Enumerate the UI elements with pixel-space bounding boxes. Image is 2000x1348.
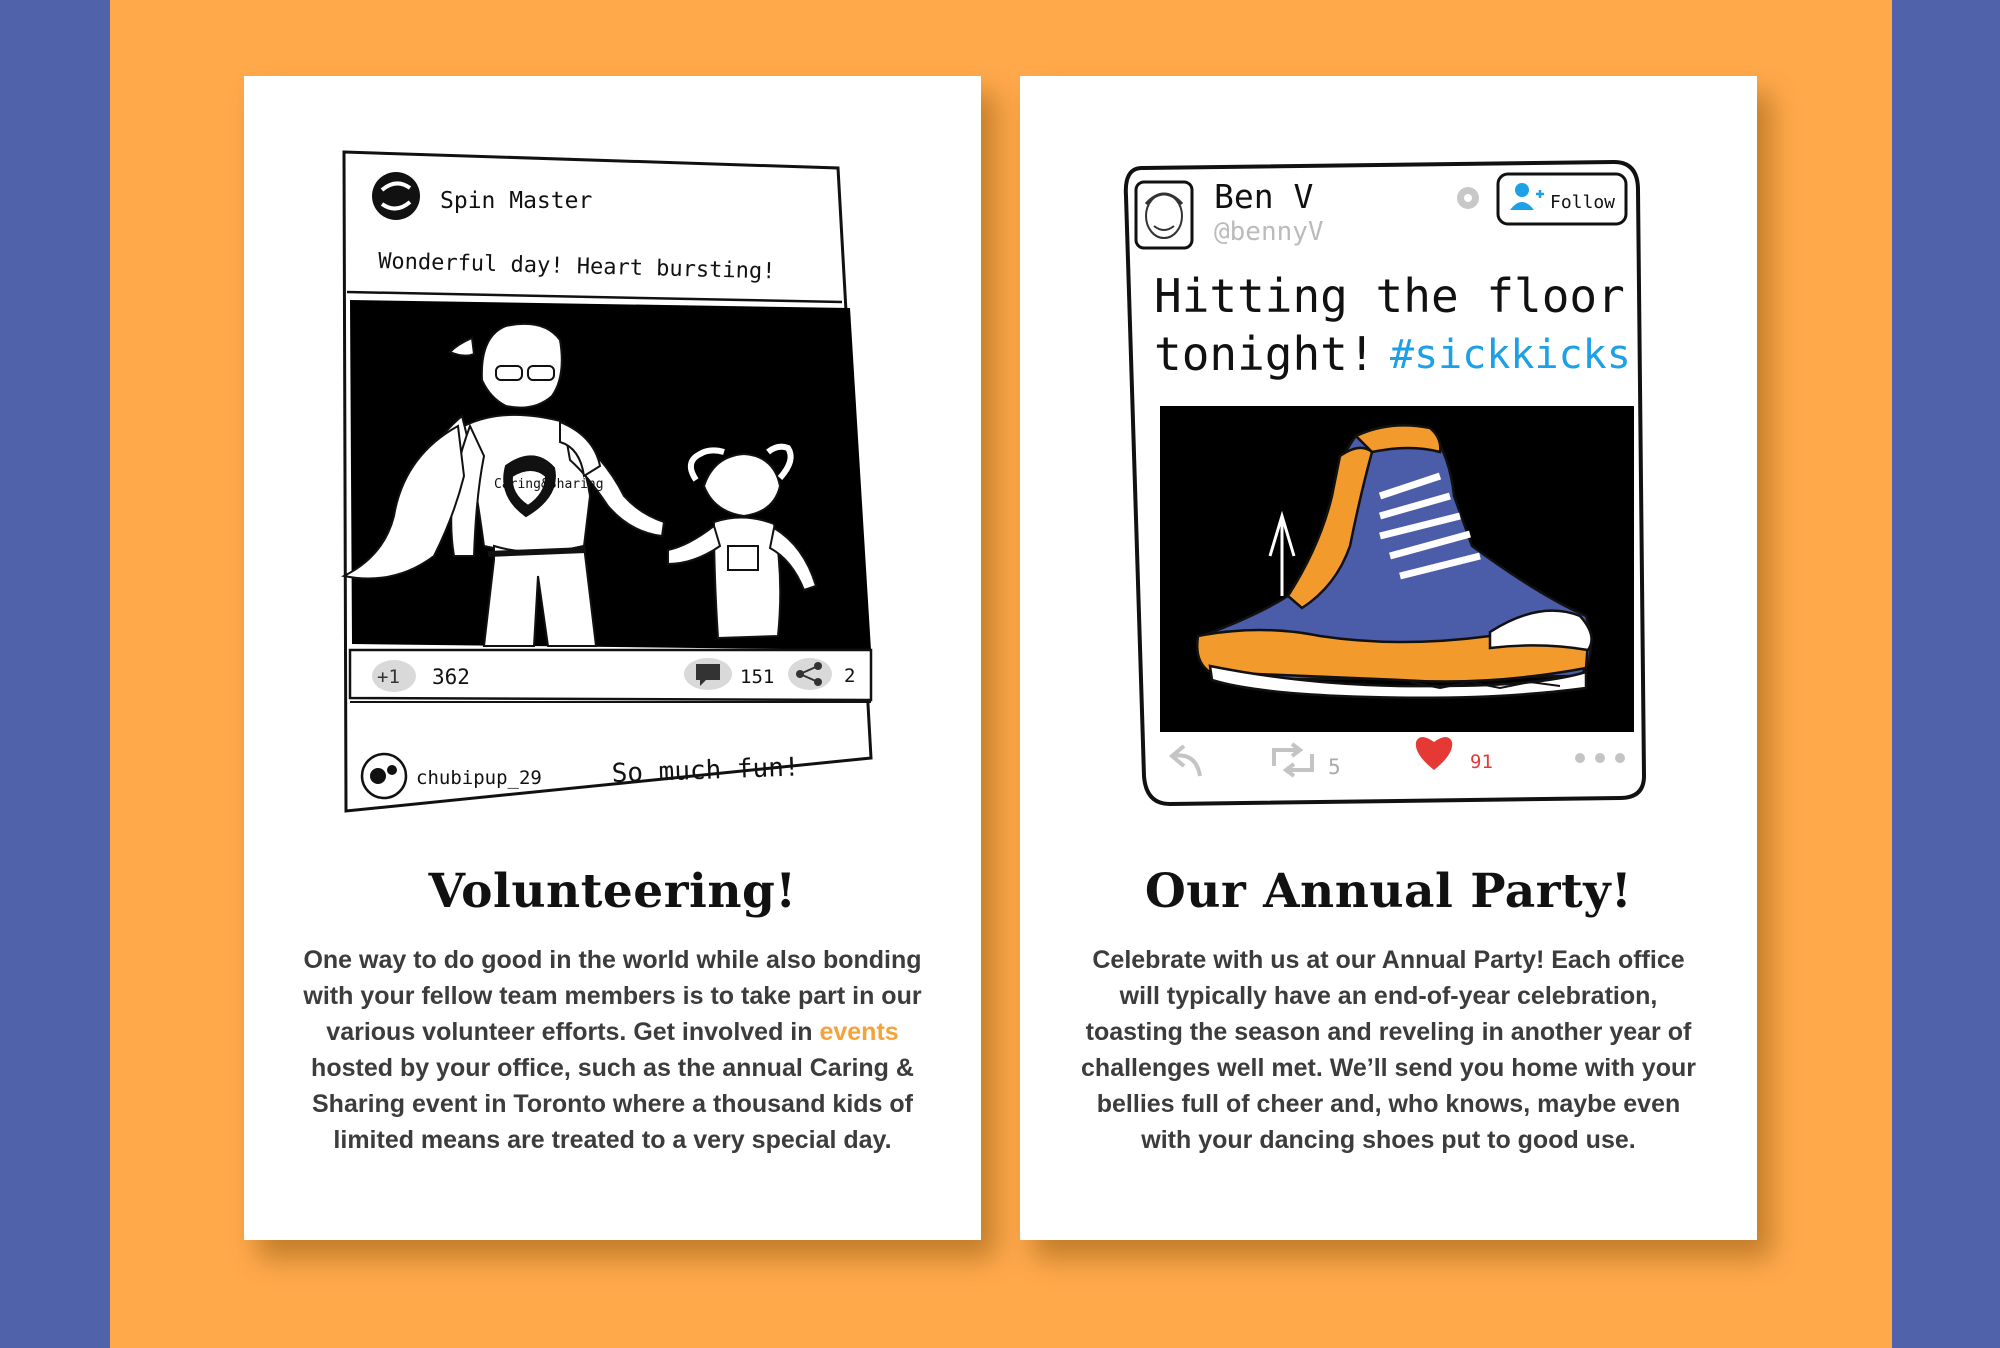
share-count: 2: [844, 665, 856, 687]
post-text: Wonderful day! Heart bursting!: [377, 249, 776, 285]
comment-icon: [684, 658, 732, 690]
display-name: Ben V: [1214, 177, 1314, 216]
events-link[interactable]: events: [819, 1018, 899, 1046]
card-description: Celebrate with us at our Annual Party! Each office will typically have an end-of-year celebration, toasting the season and reveling in another year of challenges well met. We’ll send you home with your bellies full of cheer and, who knows, maybe even with your dancing shoes put to good use.: [1081, 946, 1696, 1154]
commenter-avatar-icon: [362, 754, 406, 798]
comment-text: So much fun!: [611, 752, 800, 789]
tweet-text-line1: Hitting the floor: [1154, 269, 1625, 323]
annual-party-card: [1020, 76, 1757, 1240]
account-name: Spin Master: [440, 188, 593, 214]
comment-count: 151: [740, 666, 775, 688]
card-title: Volunteering!: [428, 864, 797, 919]
annual-party-illustration: [1020, 76, 1757, 836]
page-background: [110, 0, 1892, 1348]
gear-icon: [1457, 187, 1479, 209]
shirt-text: Caring&Sharing: [494, 477, 604, 492]
tweet-hashtag: #sickkicks: [1390, 332, 1631, 378]
follow-button[interactable]: [1498, 174, 1626, 224]
svg-text:Follow: Follow: [1550, 192, 1616, 213]
volunteering-card: [244, 76, 981, 1240]
volunteering-illustration: [244, 76, 981, 836]
comment-user: chubipup_29: [416, 767, 542, 789]
svg-text:+1: +1: [377, 666, 400, 688]
plus-one-count: 362: [432, 665, 470, 689]
share-icon: [788, 658, 832, 690]
more-options-icon: [1575, 753, 1625, 763]
tweet-text-line2: tonight!: [1154, 327, 1376, 381]
user-handle: @bennyV: [1214, 217, 1324, 247]
like-count: 91: [1470, 751, 1493, 773]
user-avatar-icon: [1136, 182, 1192, 248]
card-title: Our Annual Party!: [1144, 864, 1633, 919]
card-description: One way to do good in the world while also bonding with your fellow team members is to take part in our various volunteer efforts. Get involved in events hosted by your office, such as the annual Caring & Sharing event in Toronto where a thousand kids of limited means are treated to a very special day.: [303, 946, 922, 1154]
retweet-count: 5: [1328, 755, 1341, 779]
plus-one-icon: [372, 660, 416, 692]
spin-master-logo-icon: [372, 172, 420, 220]
